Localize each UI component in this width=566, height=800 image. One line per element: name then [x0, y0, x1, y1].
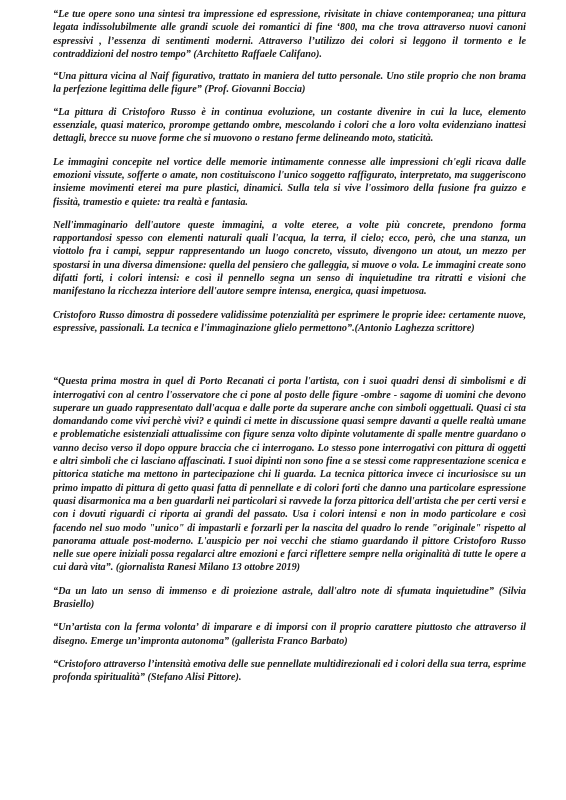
quote-califano: “Le tue opere sono una sintesi tra impressione ed espressione, rivisitate in chiave contemporanea; una pittura legata indissolubilmente alle grandi scuole dei romantici di fine ‘800, ma che trova attraverso nuovi canoni espressivi , l’essenza di sentimenti moderni. Attraverso l’utilizzo dei colori si leggono il tormento e le contraddizioni del nostro tempo” (Architetto Raffaele Califano). [53, 9, 526, 60]
quote-laghezza-imaginary: Nell'immaginario dell'autore queste immagini, a volte eteree, a volte più concrete, prendono forma rapportandosi spesso con elementi naturali quali l'acqua, la terra, il cielo; ecco, però, che una stanza, un viottolo fra i campi, seppur rappresentando un luogo concreto, vissuto, divengono un atout, un mezzo per spostarsi in una diversa dimensione: quella del pensiero che galleggia, si muove o vola. Le immagini create sono difatti forti, i colori intensi: e così il pennello segna un senso di inquietudine tra ritratti e visioni che manifestano la ricchezza interiore dell'autore sempre intensa, energica, quasi impetuosa. [53, 219, 526, 298]
quote-laghezza-images: Le immagini concepite nel vortice delle memorie intimamente connesse alle impressioni ch'egli ricava dalle emozioni vissute, sofferte o amate, non costituiscono l'unico soggetto raffigurato, interpretato, ma suggeriscono insieme movimenti eterei ma pure plastici, dinamici. Sulla tela si vive l'ossimoro della fusione fra guizzo e fissità, tramestio e quiete: tra realtà e fantasia. [53, 156, 526, 208]
quote-laghezza-conclusion: Cristoforo Russo dimostra di possedere validissime potenzialità per esprimere le proprie idee: certamente nuove, espressive, passionali. La tecnica e l'immaginazione glielo permettono”.(Antonio Laghezza scrittore) [53, 309, 526, 334]
quote-ranesi: “Questa prima mostra in quel di Porto Recanati ci porta l'artista, con i suoi quadri densi di simbolismi e di interrogativi con al centro l'osservatore che ci pone al posto delle figure -ombre - sagome di uomini che devono superare un guado rappresentato dall'acqua e dalle porte da superare anche con simboli oggettuali. Quasi ci sta domandando come vivi perchè vivi? e quindi ci mette in discussione quasi sempre davanti a quelle realtà umane e problematiche esistenziali attualissime con figure senza volto dipinte volutamente di spalle mentre guardano o vanno deciso verso il dopo oppure braccia che ci interrogano. Lo stesso pone interrogativi con pittura di oggetti e altri simboli che ci lasciano affascinati. I suoi dipinti non sono fine a se stessi come rappresentazione scenica e pittorica statiche ma mettono in partecipazione chi li guarda. La tecnica pittorica invece ci incuriosisce su un primo impatto di pittura di getto quasi fatta di pennellate e di colori forti che danno una particolare espressione quasi disarmonica ma a ben guardarli nei particolari si ravvede la forza pittorica dell'artista che per certi versi e con i dovuti riguardi ci riporta ai grandi del passato. Usa i colori intensi e non in modo particolare e così facendo nel suo modo "unico" di impastarli e forzarli per la nascita del quadro lo rende "originale" rispetto al panorama attuale post-moderno. L'auspicio per noi vecchi che stiamo guardando il pittore Cristoforo Russo nelle sue opere iniziali possa regalarci altre emozioni e farci riflettere sempre nella originalità di tutte le opere a cui darà vita”. (giornalista Ranesi Milano 13 ottobre 2019) [53, 376, 526, 574]
quote-brasiello: “Da un lato un senso di immenso e di proiezione astrale, dall'altro note di sfumata inquietudine” (Silvia Brasiello) [53, 585, 526, 610]
quote-barbato: “Un’artista con la ferma volonta’ di imparare e di imporsi con il proprio carattere piuttosto che attraverso il disegno. Emerge un’impronta autonoma” (gallerista Franco Barbato) [53, 622, 526, 647]
quote-laghezza-intro: “La pittura di Cristoforo Russo è in continua evoluzione, un costante divenire in cui la luce, elemento essenziale, quasi materico, prorompe gettando ombre, mescolando i colori che a loro volta evidenziano inattesi dettagli, brecce su nuove forme che si muovono o restano ferme delineando moto, staticità. [53, 106, 526, 145]
quote-boccia: “Una pittura vicina al Naif figurativo, trattato in maniera del tutto personale. Uno stile proprio che non brama la perfezione legittima delle figure” (Prof. Giovanni Boccia) [53, 71, 526, 96]
quote-alisi: “Cristoforo attraverso l’intensità emotiva delle sue pennellate multidirezionali ed i colori della sua terra, esprime profonda spiritualità” (Stefano Alisi Pittore). [53, 658, 526, 684]
